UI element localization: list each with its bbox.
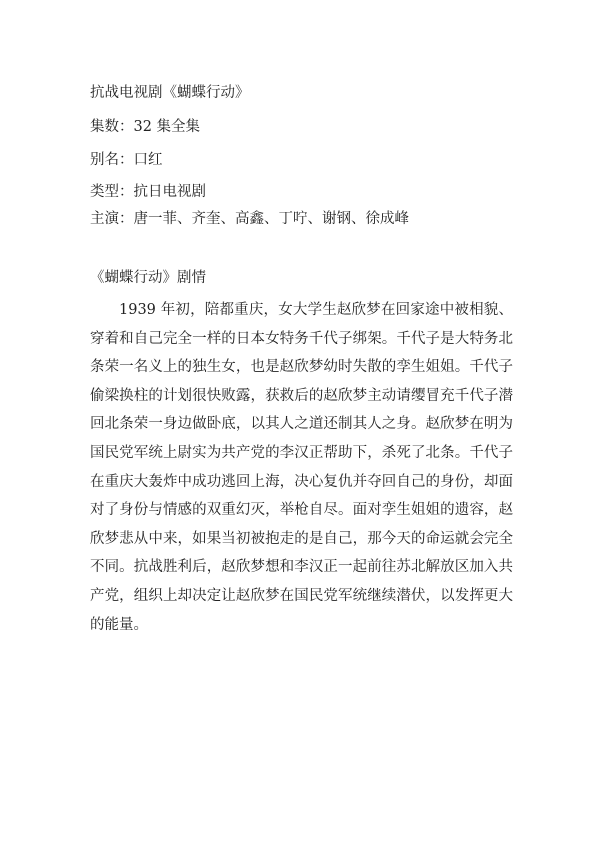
alias-line: 别名：口红 xyxy=(90,152,163,168)
episodes-line: 集数：32 集全集 xyxy=(90,119,201,135)
synopsis-heading: 《蝴蝶行动》剧情 xyxy=(90,270,206,286)
synopsis-paragraph: 1939 年初，陪都重庆，女大学生赵欣梦在回家途中被相貌、穿着和自己完全一样的日本女特务千代子绑架。千代子是大特务北条荣一名义上的独生女，也是赵欣梦幼时失散的孪生姐姐。千代子偷梁换柱的计划很快败露，获救后的赵欣梦主动请缨冒充千代子潜回北条荣一身边做卧底，以其人之道还制其人之身。赵欣梦在明为国民党军统上尉实为共产党的李汉正帮助下，杀死了北条。千代子在重庆大轰炸中成功逃回上海，决心复仇并夺回自己的身份，却面对了身份与情感的双重幻灭，举枪自尽。面对孪生姐姐的遗容，赵欣梦悲从中来，如果当初被抱走的是自己，那今天的命运就会完全不同。抗战胜利后，赵欣梦想和李汉正一起前往苏北解放区加入共产党，组织上却决定让赵欣梦在国民党军统继续潜伏，以发挥更大的能量。 xyxy=(90,302,513,633)
cast-line: 主演：唐一菲、齐奎、高鑫、丁咛、谢钢、徐成峰 xyxy=(90,211,409,227)
genre-line: 类型：抗日电视剧 xyxy=(90,184,206,200)
drama-title: 抗战电视剧《蝴蝶行动》 xyxy=(90,85,250,101)
